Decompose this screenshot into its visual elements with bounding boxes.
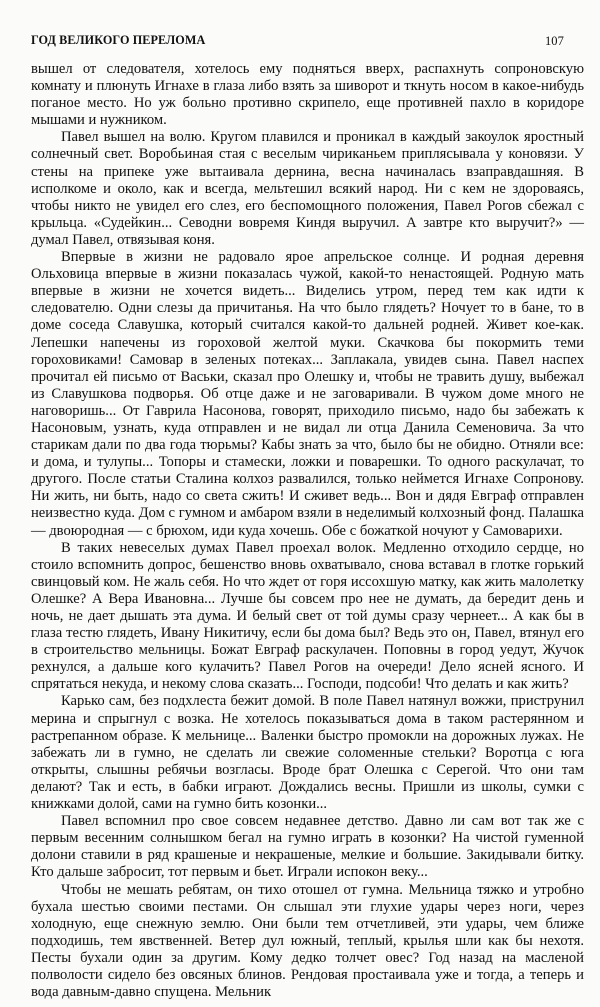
- paragraph-3: Впервые в жизни не радовало ярое апрельское солнце. И родная деревня Ольховица впервые в жизни показалась чужой, какой-то ненастоящей. Родную мать впервые в жизни не хочется видеть... Виделись утром, перед тем как идти к следователю. Одни слезы да причитанья. На что было глядеть? Ночует то в бане, то в доме соседа Славушка, который считался какой-то дальней родней. Живет кое-как. Лепешки напечены из гороховой желтой муки. Скачкова бы покормить теми гороховиками! Самовар в зеленых потеках... Заплакала, увидев сына. Павел наспех прочитал ей письмо от Васьки, сказал про Олешку и, чтобы не травить душу, выбежал из Славушкова подворья. Об отце даже и не заговаривали. В чужом доме много не наговоришь... От Гаврила Насонова, говорят, приходило письмо, надо бы забежать к Насоновым, узнать, куда отправлен и не видал ли отца Данила Семеновича. За что старикам дали по два года тюрьмы? Кабы знать за что, было бы не обидно. Отняли все: и дома, и тулупы... Топоры и стамески, ложки и поварешки. То одного раскулачат, то другого. После статьи Сталина колхоз развалился, только неймется Игнахе Сопронову. Ни жить, ни быть, надо со света сжить! И сживет ведь... Вон и дядя Евграф отправлен неизвестно куда. Дом с гумном и амбаром взяли в неделимый колхозный фонд. Палашка — двоюродная — с брюхом, иди куда хочешь. Обе с божаткой ночуют у Самоварихи.: [31, 249, 584, 539]
- running-title: ГОД ВЕЛИКОГО ПЕРЕЛОМА: [31, 33, 206, 47]
- paragraph-7: Чтобы не мешать ребятам, он тихо отошел от гумна. Мельница тяжко и утробно бухала шестью своими пестами. Он слышал эти глухие удары через ноги, через холодную, еще снежную землю. Они были тем отчетливей, эти удары, чем ближе подходишь, тем явственней. Ветер дул южный, теплый, крылья шли как бы нехотя. Песты бухали один за другим. Кому дедко толчет овес? Год назад на масленой полволости сидело без овсяных блинов. Рендовая простаивала уже и тогда, а теперь и вода давным-давно спущена. Мельник: [31, 881, 584, 1001]
- paragraph-2: Павел вышел на волю. Кругом плавился и проникал в каждый закоулок яростный солнечный свет. Воробьиная стая с веселым чириканьем приплясывала у коновязи. У стены на припеке уже вытаивала дернина, весна начиналась взаправдашняя. В исполкоме и около, как и всегда, мельтешил всякий народ. Ни с кем не здороваясь, чтобы никто не увидел его слез, его беспомощного положения, Павел Рогов сбежал с крыльца. «Судейкин... Севодни вовремя Киндя выручил. А завтре кто выручит?» — думал Павел, отвязывая коня.: [31, 129, 584, 248]
- paragraph-5: Карько сам, без подхлеста бежит домой. В поле Павел натянул вожжи, приструнил мерина и спрыгнул с возка. Не хотелось показываться дома в таком растерянном и растрепанном образе. К мельнице... Валенки быстро промокли на дорожных лужах. Не забежать ли в гумно, не сделать ли свежие соломенные стельки? Воротца с юга открыты, слышны ребячьи возгласы. Вроде брат Олешка с Серегой. Что они там делают? Так и есть, в бабки играют. Дождались весны. Пришли из школы, сумки с книжками долой, сами на гумно бить козонки...: [31, 693, 584, 813]
- paragraph-4: В таких невеселых думах Павел проехал волок. Медленно отходило сердце, но стоило вспомнить допрос, бешенство вновь охватывало, снова вставал в глотке горький свинцовый ком. Не жаль себя. Но что ждет от горя иссохшую матку, как жить малолетку Олешке? А Вера Ивановна... Лучше бы совсем про нее не думать, да бередит день и ночь, не дает дышать эта дума. И белый свет от той думы сразу чернеет... А как бы в глаза тестю глядеть, Ивану Никитичу, если бы дома был? Ведь это он, Павел, втянул его в строительство мельницы. Божат Евграф раскулачен. Поповны в город уедут, Жучок рехнулся, а дальше кого кулачить? Павел Рогов на очереди! Дело ясней ясного. И спрятаться некуда, и некому слова сказать... Господи, подсоби! Что делать и как жить?: [31, 539, 584, 693]
- paragraph-1: вышел от следователя, хотелось ему подняться вверх, распахнуть сопроновскую комнату и плюнуть Игнахе в глаза либо взять за шиворот и ткнуть носом в какое-нибудь поганое место. Но уж больно противно скрипело, еще противней пахло в коридоре мышами и нужником.: [31, 61, 584, 129]
- running-head: [31, 33, 564, 51]
- page-number: 107: [544, 34, 564, 48]
- text-body: [31, 61, 584, 1001]
- paragraph-6: Павел вспомнил про свое совсем недавнее детство. Давно ли сам вот так же с первым весенним солнышком бегал на гумно играть в козонки? На чистой гуменной долони ставили в ряд крашеные и некрашеные, мелкие и большие. Закидывали битку. Кто дальше забросит, тот первым и бьет. Играли испокон веку...: [31, 813, 584, 881]
